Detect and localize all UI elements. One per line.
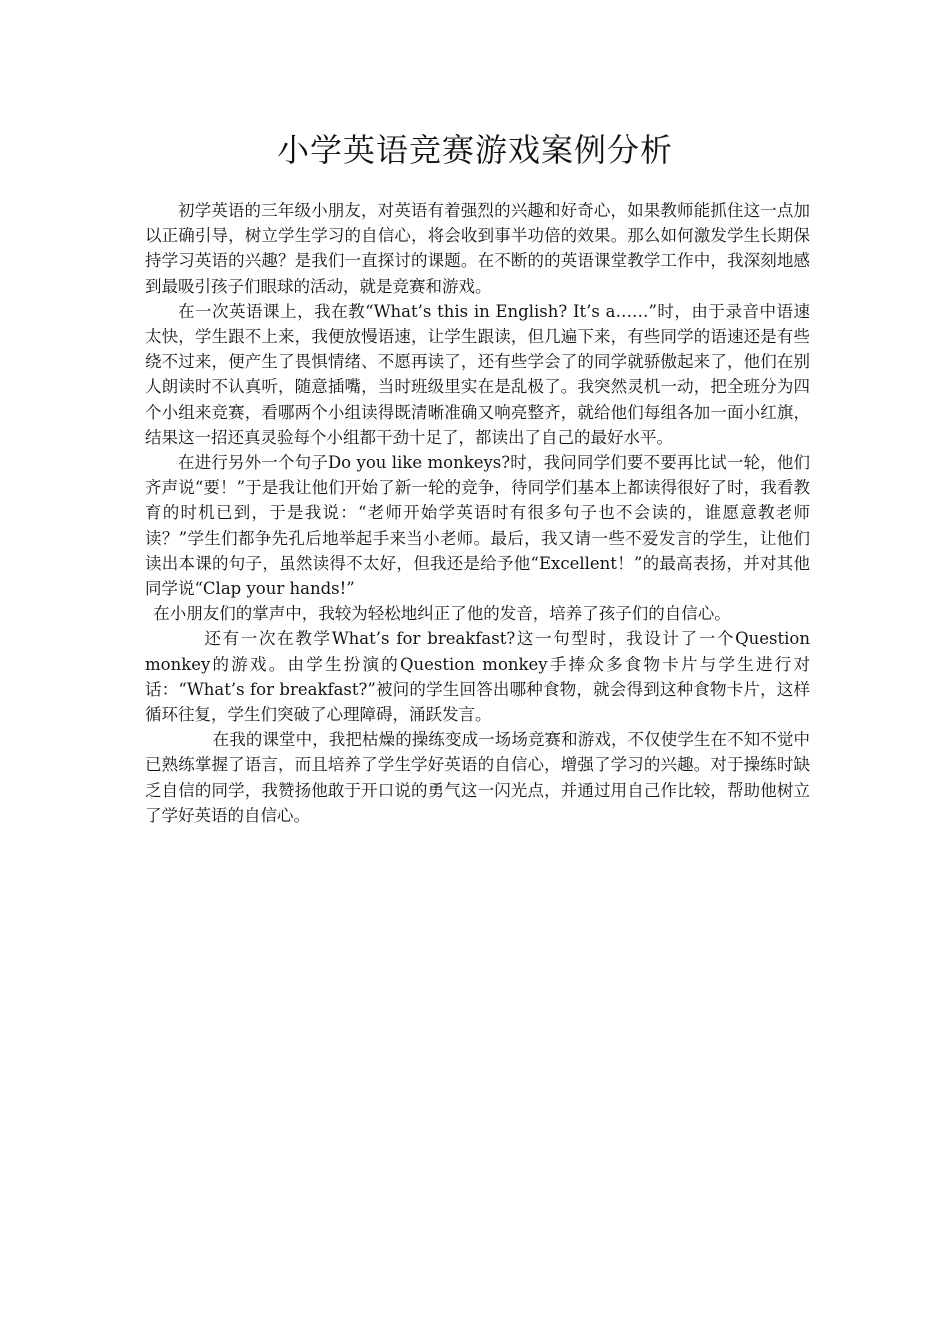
paragraph-first-lesson: 在一次英语课上，我在教“What’s this in English? It’s a……”时，由于录音中语速太快，学生跟不上来，我便放慢语速，让学生跟读，但几遍下来，有些同学的语速还是有些绕不过来，便产生了畏惧情绪、不愿再读了，还有些学会了的同学就骄傲起来了，他们在别人朗读时不认真听，随意插嘴，当时班级里实在是乱极了。我突然灵机一动，把全班分为四个小组来竞赛，看哪两个小组读得既清晰准确又响亮整齐，就给他们每组各加一面小红旗，结果这一招还真灵验每个小组都干劲十足了，都读出了自己的最好水平。 [145, 301, 810, 447]
paragraph-question-monkey: 还有一次在教学What’s for breakfast?这一句型时，我设计了一个Question monkey的游戏。由学生扮演的Question monkey手捧众多食物卡片与学生进行对话：“What’s for breakfast?”被问的学生回答出哪种食物，就会得到这种食物卡片，这样循环往复，学生们突破了心理障碍，涌跃发言。 [145, 629, 810, 725]
document-body [145, 198, 810, 828]
paragraph-intro: 初学英语的三年级小朋友，对英语有着强烈的兴趣和好奇心，如果教师能抓住这一点加以正确引导，树立学生学习的自信心，将会收到事半功倍的效果。那么如何激发学生长期保持学习英语的兴趣？是我们一直探讨的课题。在不断的的英语课堂教学工作中，我深刻地感到最吸引孩子们眼球的活动，就是竞赛和游戏。 [145, 201, 810, 296]
paragraph-conclusion: 在我的课堂中，我把枯燥的操练变成一场场竞赛和游戏，不仅使学生在不知不觉中已熟练掌握了语言，而且培养了学生学好英语的自信心，增强了学习的兴趣。对于操练时缺乏自信的同学，我赞扬他敢于开口说的勇气这一闪光点，并通过用自己作比较，帮助他树立了学好英语的自信心。 [145, 730, 810, 825]
paragraph-second-sentence: 在进行另外一个句子Do you like monkeys?时，我问同学们要不要再比试一轮，他们齐声说“要！”于是我让他们开始了新一轮的竞争，待同学们基本上都读得很好了时，我看教育的时机已到，于是我说：“老师开始学英语时有很多句子也不会读的，谁愿意教老师读？”学生们都争先孔后地举起手来当小老师。最后，我又请一些不爱发言的学生，让他们读出本课的句子，虽然读得不太好，但我还是给予他“Excellent！”的最高表扬，并对其他同学说“Clap your hands!” [145, 453, 810, 599]
paragraph-applause: 在小朋友们的掌声中，我较为轻松地纠正了他的发音，培养了孩子们的自信心。 [153, 604, 731, 624]
document-title: 小学英语竞赛游戏案例分析 [276, 131, 673, 169]
